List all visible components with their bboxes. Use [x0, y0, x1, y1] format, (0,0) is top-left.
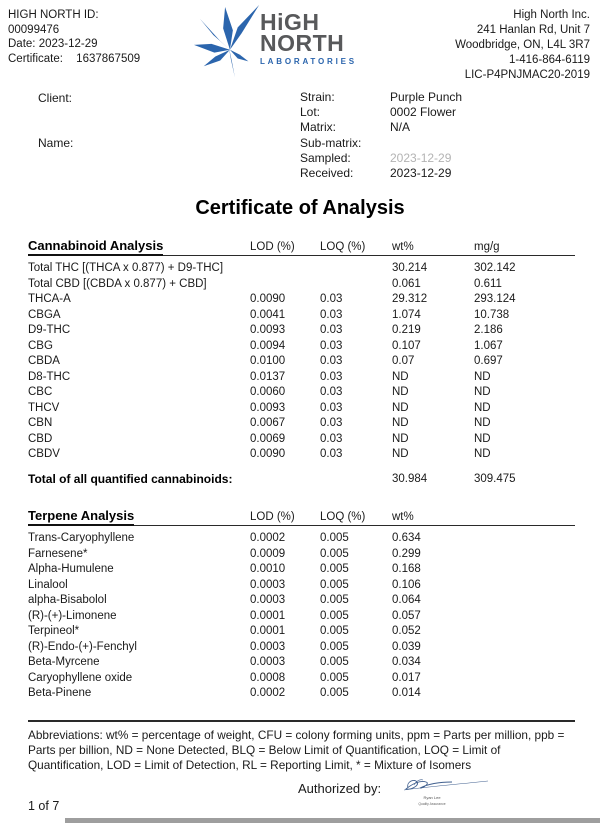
- terpene-lod: 0.0002: [250, 687, 286, 699]
- strain-value: Purple Punch: [390, 90, 463, 104]
- terpene-loq: 0.005: [320, 547, 349, 560]
- page-number: 1 of 7: [28, 799, 60, 813]
- terpene-name: (R)-(+)-Limonene: [28, 609, 117, 622]
- received-label: Received:: [300, 166, 354, 181]
- analyte-loq: 0.03: [320, 370, 343, 383]
- terpene-analysis-table: [28, 508, 575, 702]
- bottom-bar: [65, 818, 600, 823]
- logo-word-high: HiGH: [260, 9, 320, 35]
- analyte-lod: 0.0093: [250, 401, 286, 414]
- lab-id-block: [8, 8, 140, 66]
- terpene-name: Terpineol*: [28, 625, 80, 637]
- analyte-name: CBGA: [28, 308, 61, 321]
- logo-wordmark: [260, 9, 357, 66]
- high-north-id-value: 00099476: [8, 23, 60, 36]
- analyte-name: CBDA: [28, 355, 60, 367]
- analyte-mgg: 0.697: [474, 355, 503, 367]
- terpene-loq: 0.005: [320, 578, 349, 591]
- analyte-lod: 0.0093: [250, 324, 286, 336]
- terpene-name: Farnesene*: [28, 547, 88, 560]
- terpene-wt: 0.299: [392, 547, 421, 560]
- terpene-name: Beta-Pinene: [28, 687, 92, 699]
- name-label: Name:: [38, 136, 74, 150]
- table-row: [28, 609, 575, 625]
- terpene-name: alpha-Bisabolol: [28, 594, 107, 606]
- analyte-mgg: ND: [474, 448, 491, 460]
- analyte-wt: ND: [392, 370, 409, 383]
- analyte-lod: 0.0094: [250, 339, 286, 352]
- analyte-wt: 30.214: [392, 262, 428, 274]
- total-wt: 30.984: [392, 472, 428, 485]
- table-row: [28, 370, 575, 386]
- analyte-name: Total THC [(THCA x 0.877) + D9-THC]: [28, 262, 224, 274]
- cannabis-leaf-icon: [193, 2, 263, 80]
- analyte-name: CBDV: [28, 448, 60, 460]
- company-phone: 1-416-864-6119: [509, 54, 590, 66]
- analyte-wt: 0.07: [392, 355, 415, 367]
- table-row: [28, 578, 575, 594]
- table-row: [28, 671, 575, 687]
- table-row: [28, 624, 575, 640]
- column-header-wt: wt%: [392, 241, 414, 253]
- analyte-mgg: ND: [474, 386, 491, 398]
- column-header-wt: wt%: [392, 511, 414, 523]
- table-row: [28, 547, 575, 563]
- terpene-wt: 0.057: [392, 609, 421, 622]
- cannabinoid-rows: [28, 261, 575, 463]
- total-mgg: 309.475: [474, 472, 516, 485]
- analyte-mgg: 302.142: [474, 262, 516, 274]
- analyte-mgg: ND: [474, 417, 491, 429]
- terpene-wt: 0.106: [392, 578, 421, 591]
- certificate-label: Certificate:: [8, 52, 63, 65]
- analyte-name: CBN: [28, 417, 53, 429]
- sampled-label: Sampled:: [300, 150, 351, 165]
- table-row: [28, 277, 575, 293]
- analyte-mgg: ND: [474, 432, 491, 445]
- terpene-lod: 0.0001: [250, 625, 286, 637]
- column-header-mgg: mg/g: [474, 241, 500, 253]
- terpene-loq: 0.005: [320, 594, 349, 606]
- column-header-lod: LOD (%): [250, 241, 295, 253]
- terpene-name: Linalool: [28, 578, 68, 591]
- analyte-lod: [250, 261, 320, 277]
- table-row: [28, 416, 575, 432]
- analyte-lod: 0.0100: [250, 355, 286, 367]
- table-row: [28, 562, 575, 578]
- table-row: [28, 261, 575, 277]
- total-label: Total of all quantified cannabinoids:: [28, 471, 233, 486]
- table-row: [28, 339, 575, 355]
- table-row: [28, 308, 575, 324]
- analyte-name: CBC: [28, 386, 53, 398]
- table-row: [28, 640, 575, 656]
- column-header-lod: LOD (%): [250, 511, 295, 523]
- analyte-lod: 0.0090: [250, 448, 286, 460]
- table-row: [28, 354, 575, 370]
- terpene-wt: 0.064: [392, 594, 421, 606]
- logo-word-laboratories: LABORATORIES: [260, 57, 357, 66]
- terpene-wt: 0.014: [392, 687, 421, 699]
- cannabinoid-section-title: Cannabinoid Analysis: [28, 238, 163, 256]
- analyte-wt: 0.107: [392, 339, 421, 352]
- analyte-mgg: 0.611: [474, 277, 502, 290]
- certificate-line: [8, 52, 140, 67]
- terpene-lod: 0.0003: [250, 578, 286, 591]
- terpene-loq: 0.005: [320, 563, 349, 575]
- table-row: [28, 531, 575, 547]
- terpene-name: Beta-Myrcene: [28, 656, 100, 668]
- analyte-lod: 0.0060: [250, 386, 286, 398]
- terpene-loq: 0.005: [320, 640, 349, 653]
- strain-row: [300, 90, 462, 105]
- date-line: [8, 37, 140, 52]
- terpene-lod: 0.0009: [250, 547, 286, 560]
- signature-name: Ryan Lee: [423, 795, 441, 800]
- terpene-loq: 0.005: [320, 625, 349, 637]
- analyte-lod: 0.0067: [250, 417, 286, 429]
- analyte-wt: 0.219: [392, 324, 421, 336]
- terpene-loq: 0.005: [320, 687, 349, 699]
- analyte-loq: [320, 277, 392, 293]
- analyte-loq: 0.03: [320, 386, 343, 398]
- strain-label: Strain:: [300, 90, 335, 104]
- table-row: [28, 432, 575, 448]
- analyte-wt: ND: [392, 448, 409, 460]
- terpene-loq: 0.005: [320, 656, 349, 668]
- analyte-loq: 0.03: [320, 417, 343, 429]
- analyte-wt: 0.061: [392, 277, 421, 290]
- terpene-lod: 0.0003: [250, 594, 286, 606]
- terpene-wt: 0.052: [392, 625, 421, 637]
- terpene-wt: 0.039: [392, 640, 421, 653]
- cannabinoid-total-row: [28, 471, 575, 487]
- analyte-loq: 0.03: [320, 401, 343, 414]
- column-header-loq: LOQ (%): [320, 241, 366, 253]
- analyte-name: D9-THC: [28, 324, 71, 336]
- analyte-lod: 0.0041: [250, 308, 286, 321]
- date-value: 2023-12-29: [38, 38, 98, 50]
- lot-label: Lot:: [300, 105, 321, 120]
- company-license: LIC-P4PNJMAC20-2019: [464, 69, 590, 81]
- analyte-loq: 0.03: [320, 355, 343, 367]
- authorized-by-label: Authorized by:: [298, 781, 382, 796]
- terpene-loq: 0.005: [320, 532, 349, 544]
- terpene-name: (R)-Endo-(+)-Fenchyl: [28, 640, 137, 653]
- analyte-mgg: 293.124: [474, 293, 516, 305]
- client-label: Client:: [38, 91, 73, 105]
- analyte-mgg: 1.067: [474, 339, 503, 352]
- terpene-wt: 0.634: [392, 532, 421, 544]
- cannabinoid-analysis-table: [28, 238, 575, 487]
- analyte-name: THCV: [28, 401, 60, 414]
- company-address-2: Woodbridge, ON, L4L 3R7: [455, 39, 590, 51]
- analyte-loq: 0.03: [320, 293, 343, 305]
- matrix-value: N/A: [390, 120, 411, 135]
- column-header-loq: LOQ (%): [320, 511, 366, 523]
- terpene-lod: 0.0003: [250, 640, 286, 653]
- matrix-label: Matrix:: [300, 120, 336, 135]
- company-address-block: [455, 8, 590, 83]
- sub-matrix-label: Sub-matrix:: [300, 135, 362, 150]
- table-row: [28, 655, 575, 671]
- terpene-table-header: [28, 508, 575, 526]
- sub-matrix-row: [300, 136, 462, 151]
- matrix-row: [300, 120, 462, 135]
- analyte-name: D8-THC: [28, 370, 71, 383]
- table-row: [28, 447, 575, 463]
- received-value: 2023-12-29: [390, 166, 452, 181]
- analyte-mgg: ND: [474, 401, 491, 414]
- high-north-id-label: HIGH NORTH ID:: [8, 9, 99, 21]
- analyte-wt: ND: [392, 386, 409, 398]
- terpene-lod: 0.0002: [250, 532, 286, 544]
- analyte-loq: 0.03: [320, 448, 343, 460]
- terpene-wt: 0.017: [392, 671, 421, 684]
- lot-value: 0002 Flower: [390, 105, 457, 120]
- cannabinoid-table-header: [28, 238, 575, 256]
- signature-title: Quality Assurance: [418, 802, 446, 806]
- terpene-lod: 0.0008: [250, 671, 286, 684]
- company-name: High North Inc.: [513, 9, 590, 21]
- abbreviations-text: Abbreviations: wt% = percentage of weight, CFU = colony forming units, ppm = Parts per million, ppb = Parts per billion, ND = None Detected, BLQ = Below Limit of Quantification, LOQ = Limit of Quantification, LOD = Limit of Detection, RL = Reporting Limit, * = Mixture of Isomers: [28, 728, 565, 772]
- analyte-mgg: 2.186: [474, 324, 503, 336]
- analyte-mgg: 10.738: [474, 308, 510, 321]
- analyte-loq: [320, 261, 392, 277]
- analyte-loq: 0.03: [320, 339, 343, 352]
- terpene-lod: 0.0003: [250, 656, 286, 668]
- analyte-wt: ND: [392, 417, 409, 429]
- page-title: Certificate of Analysis: [195, 197, 405, 219]
- table-row: [28, 385, 575, 401]
- analyte-wt: 1.074: [392, 308, 421, 321]
- table-row: [28, 593, 575, 609]
- terpene-name: Caryophyllene oxide: [28, 671, 133, 684]
- analyte-lod: 0.0137: [250, 370, 286, 383]
- company-address-1: 241 Hanlan Rd, Unit 7: [476, 24, 590, 36]
- terpene-wt: 0.168: [392, 563, 421, 575]
- analyte-mgg: ND: [474, 370, 491, 383]
- signature-image: [390, 772, 500, 814]
- terpene-name: Trans-Caryophyllene: [28, 532, 135, 544]
- terpene-loq: 0.005: [320, 671, 349, 684]
- footer-divider: [28, 720, 575, 722]
- terpene-lod: 0.0001: [250, 609, 286, 622]
- terpene-wt: 0.034: [392, 656, 421, 668]
- analyte-wt: ND: [392, 432, 409, 445]
- analyte-loq: 0.03: [320, 432, 343, 445]
- table-row: [28, 292, 575, 308]
- sampled-value: 2023-12-29: [390, 150, 452, 165]
- terpene-name: Alpha-Humulene: [28, 563, 114, 575]
- table-row: [28, 323, 575, 339]
- terpene-loq: 0.005: [320, 609, 349, 622]
- sample-info-block: [300, 90, 462, 181]
- analyte-wt: 29.312: [392, 293, 428, 305]
- analyte-lod: 0.0069: [250, 432, 286, 445]
- logo-word-north: NORTH: [260, 30, 345, 56]
- analyte-name: THCA-A: [28, 293, 71, 305]
- analyte-name: Total CBD [(CBDA x 0.877) + CBD]: [28, 277, 207, 290]
- analyte-name: CBD: [28, 432, 53, 445]
- lot-row: [300, 105, 462, 120]
- terpene-section-title: Terpene Analysis: [28, 508, 134, 526]
- certificate-number: 1637867509: [76, 52, 141, 65]
- analyte-loq: 0.03: [320, 324, 343, 336]
- high-north-logo: [193, 2, 373, 82]
- table-row: [28, 686, 575, 702]
- terpene-rows: [28, 531, 575, 702]
- sampled-row: [300, 151, 462, 166]
- received-row: [300, 166, 462, 181]
- analyte-lod: [250, 277, 320, 293]
- analyte-loq: 0.03: [320, 308, 343, 321]
- date-label: Date:: [8, 38, 36, 50]
- table-row: [28, 401, 575, 417]
- analyte-wt: ND: [392, 401, 409, 414]
- analyte-name: CBG: [28, 339, 53, 352]
- analyte-lod: 0.0090: [250, 293, 286, 305]
- terpene-lod: 0.0010: [250, 563, 286, 575]
